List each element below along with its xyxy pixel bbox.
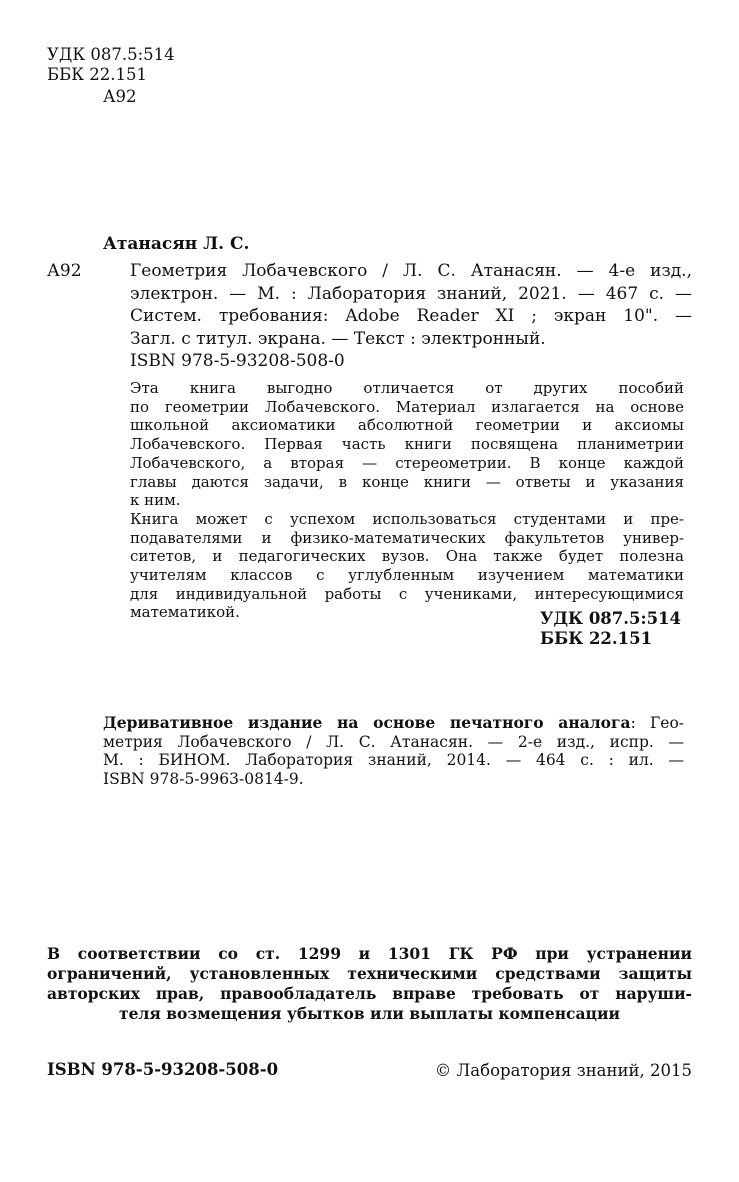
entry-line: Геометрия Лобачевского / Л. С. Атанасян. — 4-е изд., (130, 261, 692, 281)
bbk-code: ББК 22.151 (47, 65, 147, 84)
derivative-line: метрия Лобачевского / Л. С. Атанасян. — 2-е изд., испр. — (103, 732, 684, 751)
legal-notice (47, 944, 692, 1024)
abstract-line: по геометрии Лобачевского. Материал излагается на основе (130, 397, 684, 416)
notice-line: В соответствии со ст. 1299 и 1301 ГК РФ при устранении (47, 944, 692, 963)
abstract-line: главы даются задачи, в конце книги — ответы и указания (130, 472, 684, 491)
classification-header (47, 45, 175, 107)
entry-code: А92 (47, 261, 82, 281)
abstract-line: Книга может с успехом использоваться студентами и пре- (130, 509, 684, 528)
footer-isbn: ISBN 978-5-93208-508-0 (47, 1060, 279, 1079)
abstract-line: Лобачевского, а вторая — стереометрии. В конце каждой (130, 453, 684, 472)
author-name: Атанасян Л. С. (103, 234, 250, 254)
abstract-line: к ним. (130, 491, 181, 510)
author-code: А92 (103, 87, 137, 106)
entry-line: электрон. — М. : Лаборатория знаний, 2021. — 467 с. — (130, 283, 692, 304)
abstract-line: подавателями и физико-математических факультетов универ- (130, 528, 684, 547)
udk-code: УДК 087.5:514 (540, 609, 682, 628)
entry-isbn: ISBN 978-5-93208-508-0 (130, 351, 345, 372)
derivative-edition (103, 714, 684, 789)
derivative-text: : Гео- (630, 714, 685, 732)
derivative-line: ISBN 978-5-9963-0814-9. (103, 770, 304, 789)
footer-copyright: © Лаборатория знаний, 2015 (434, 1061, 692, 1080)
abstract-classification (540, 609, 681, 649)
abstract-line: математикой. (130, 603, 240, 622)
abstract-line: Лобачевского. Первая часть книги посвящена планиметрии (130, 435, 684, 454)
notice-line: теля возмещения убытков или выплаты компенсации (119, 1004, 620, 1023)
udk-code: УДК 087.5:514 (47, 45, 175, 64)
derivative-label: Деривативное издание на основе печатного аналога (103, 713, 631, 732)
entry-line: Систем. требования: Adobe Reader XI ; экран 10". — (130, 306, 692, 327)
abstract-line: учителям классов с углубленным изучением математики (130, 566, 684, 585)
abstract (130, 379, 684, 622)
notice-line: ограничений, установленных техническими средствами защиты (47, 964, 692, 983)
bbk-code: ББК 22.151 (540, 629, 653, 648)
abstract-line: ситетов, и педагогических вузов. Она также будет полезна (130, 547, 684, 566)
derivative-line: М. : БИНОМ. Лаборатория знаний, 2014. — 464 с. : ил. — (103, 751, 684, 770)
entry-line: Загл. с титул. экрана. — Текст : электронный. (130, 328, 546, 349)
notice-line: авторских прав, правообладатель вправе требовать от наруши- (47, 984, 692, 1003)
abstract-line: Эта книга выгодно отличается от других пособий (130, 379, 684, 397)
abstract-line: для индивидуальной работы с учениками, интересующимися (130, 584, 684, 603)
bibliographic-entry (130, 260, 692, 373)
abstract-line: школьной аксиоматики абсолютной геометрии и аксиомы (130, 416, 684, 435)
